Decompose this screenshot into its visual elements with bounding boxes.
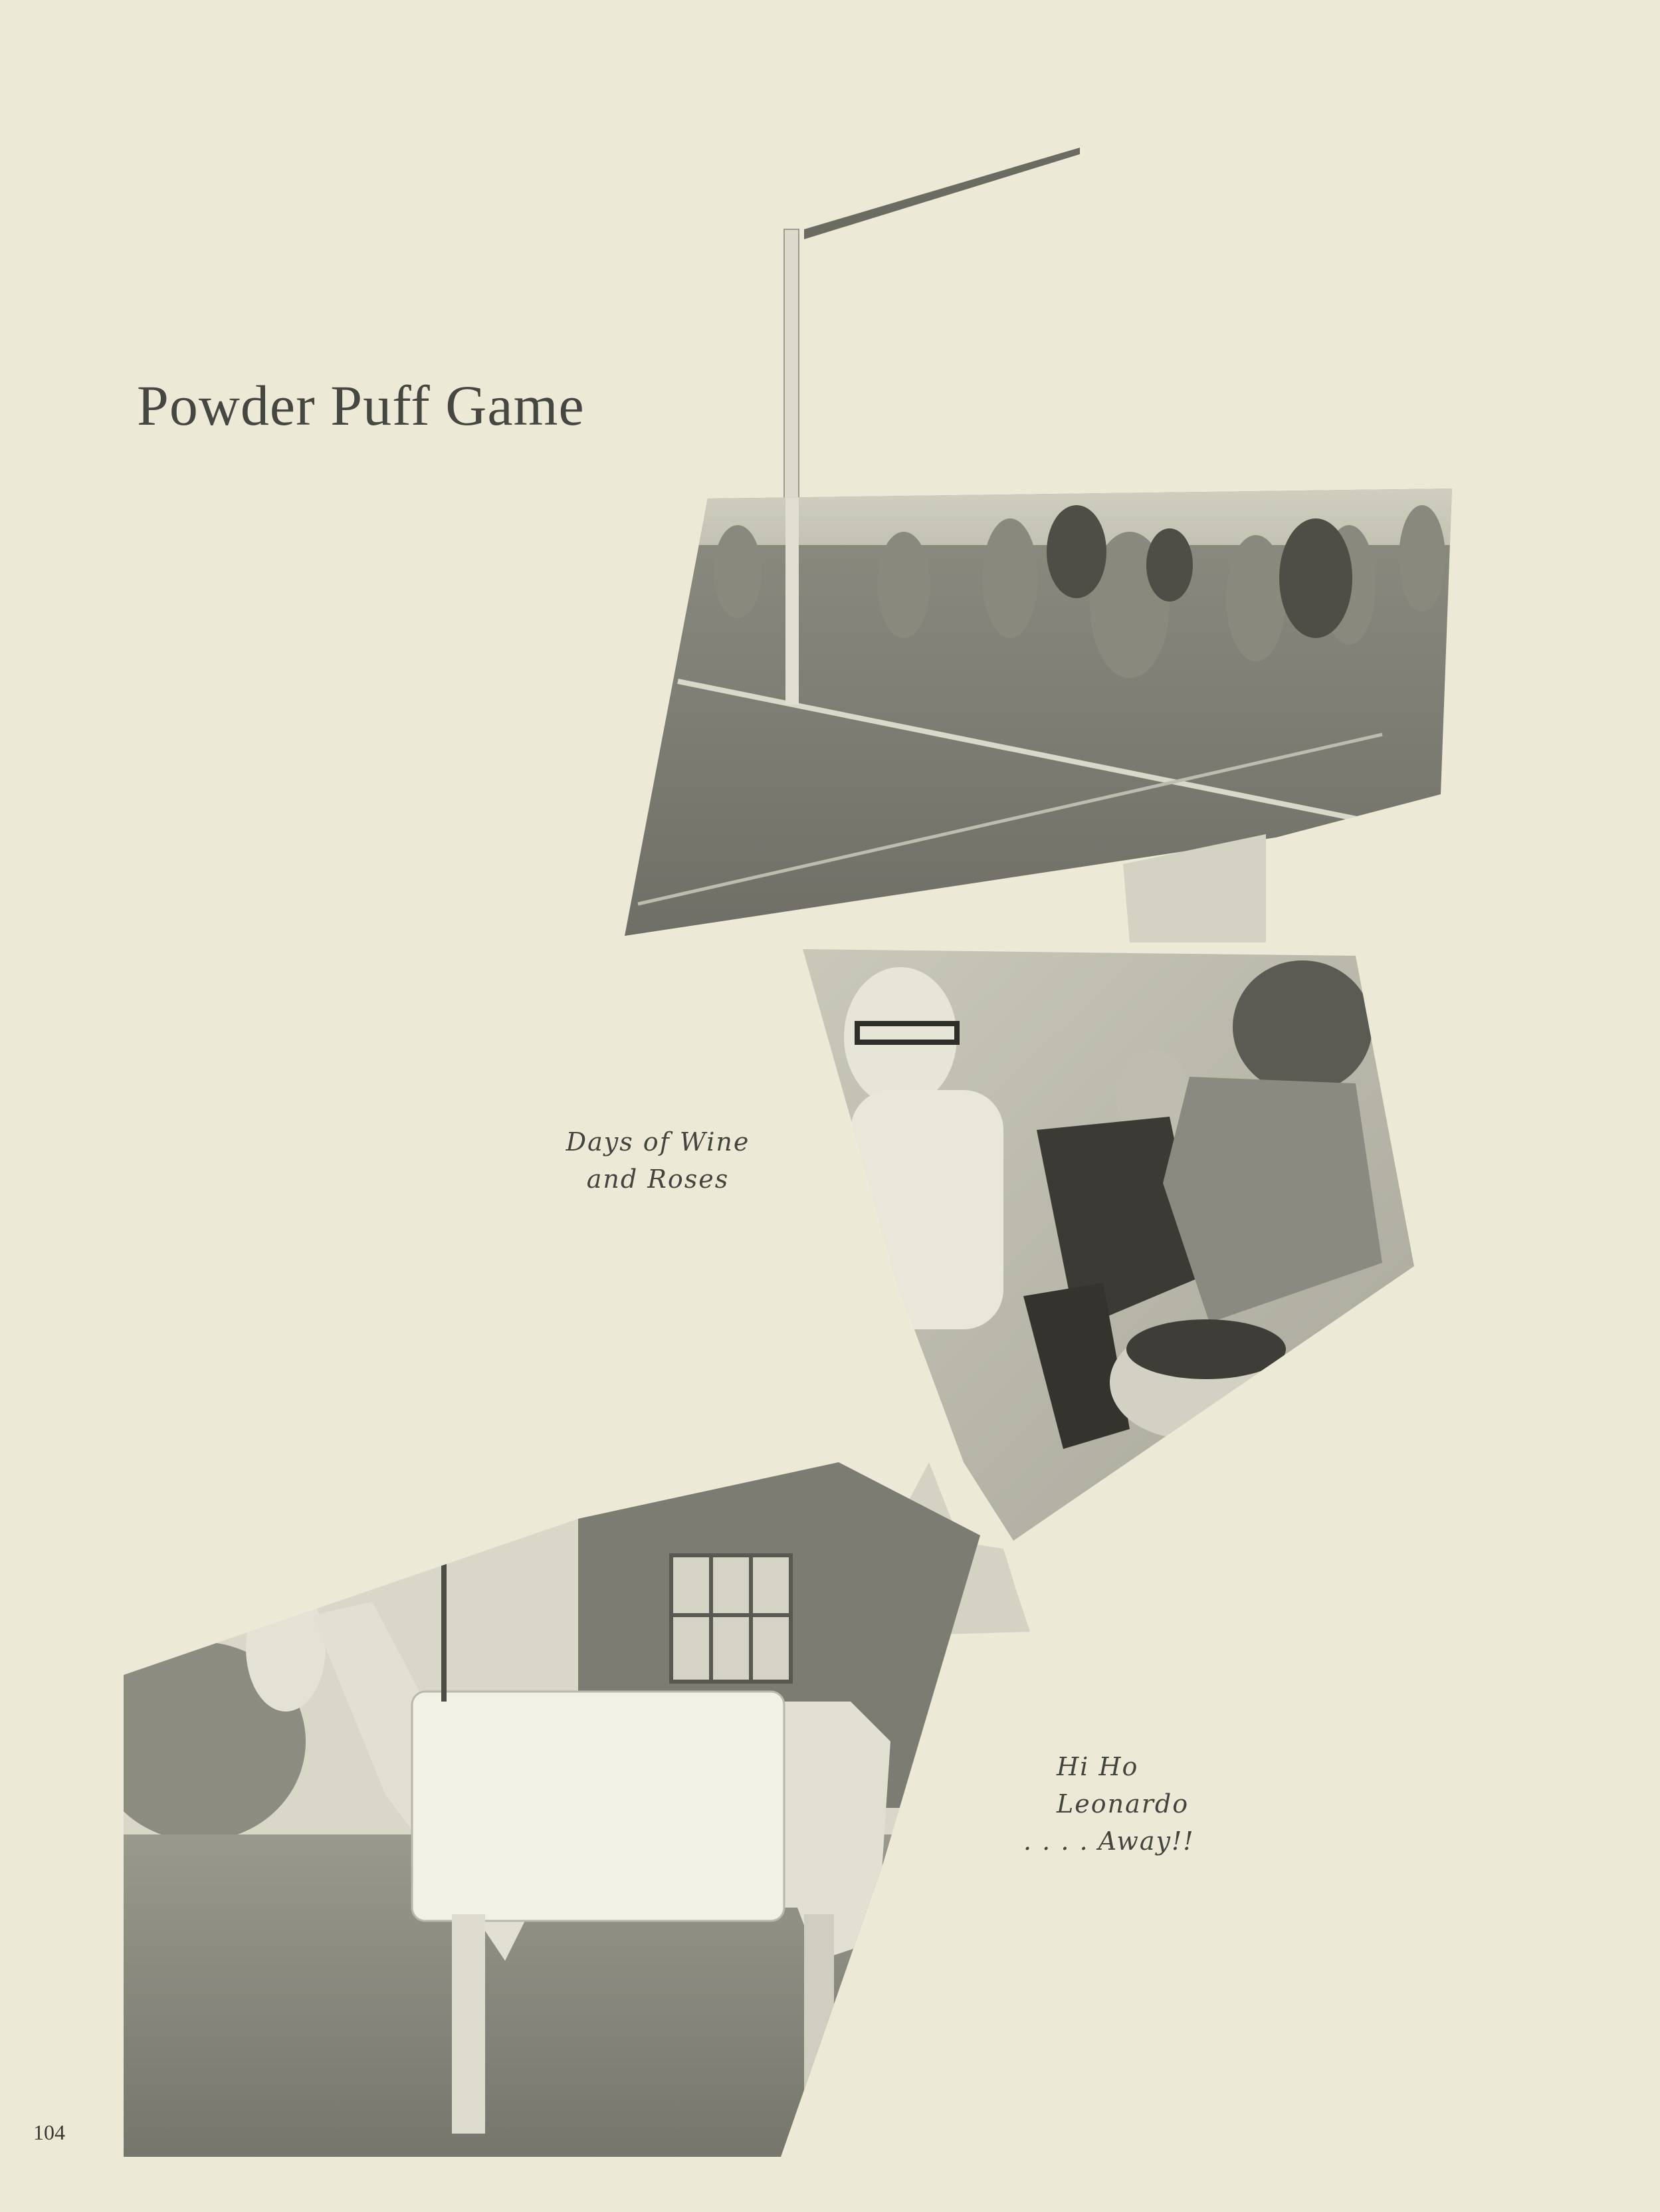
horse-photo: [93, 1456, 990, 2160]
caption-wine-roses: [532, 1123, 784, 1198]
caption-line: Hi Ho: [1057, 1752, 1139, 1781]
wine-roses-photo: [797, 944, 1422, 1549]
caption-leonardo: [1023, 1748, 1276, 1860]
caption-line: Days of Wine: [566, 1127, 750, 1157]
caption-line: . . . . Away!!: [1023, 1826, 1195, 1856]
caption-line: and Roses: [586, 1164, 730, 1194]
page-title: Powder Puff Game: [137, 374, 585, 437]
page-number: 104: [33, 2120, 65, 2144]
football-game-photo: [618, 479, 1462, 944]
caption-line: Leonardo: [1057, 1789, 1190, 1819]
